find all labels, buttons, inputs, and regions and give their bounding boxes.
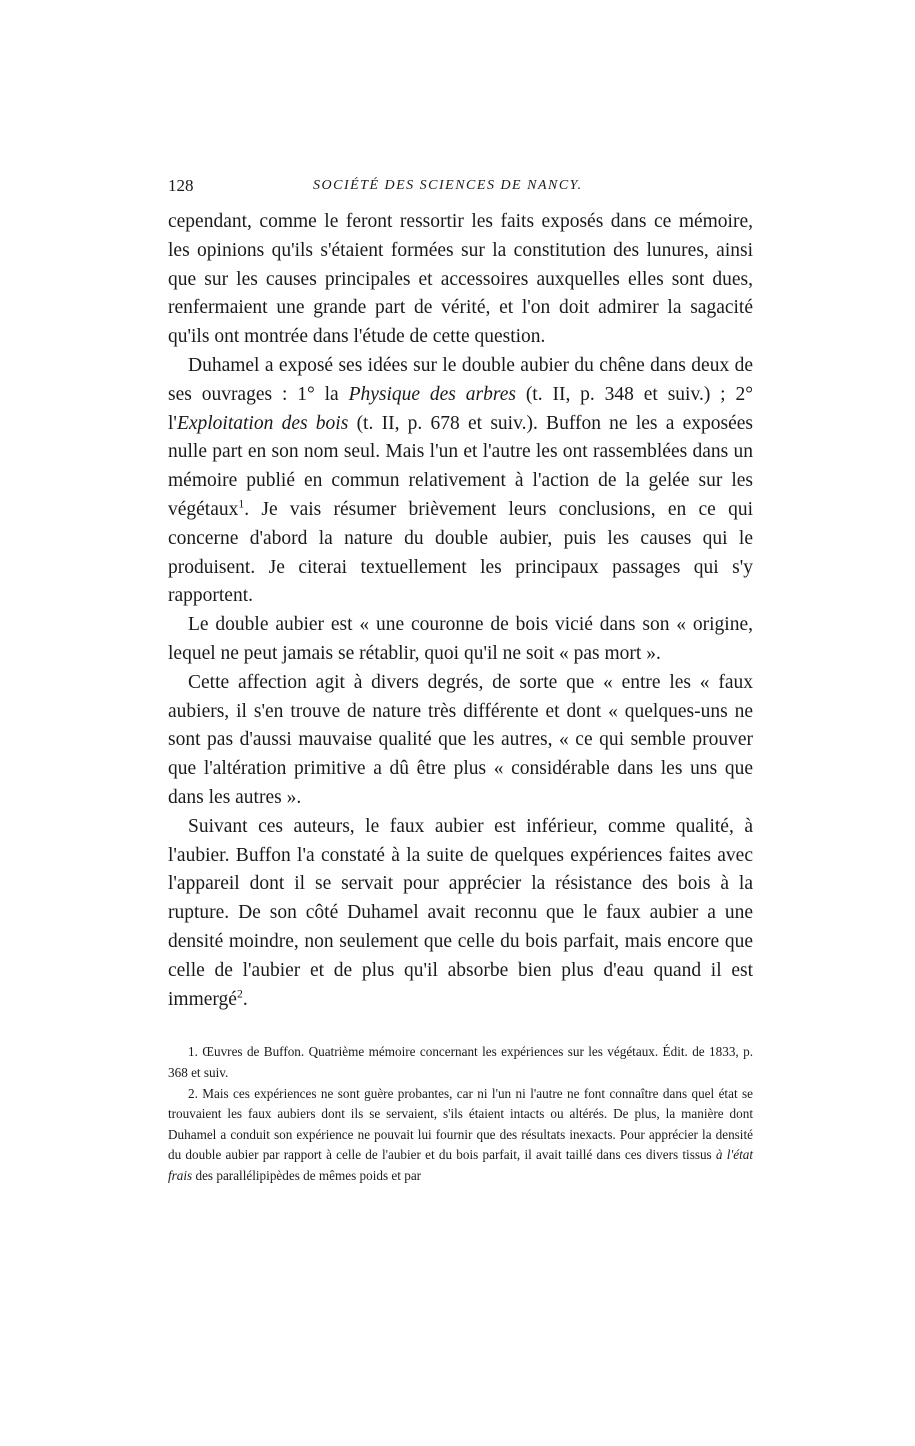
text-run: cependant, comme le feront ressortir les faits exposés dans ce mémoire, les opinions qu'ils s'étaient formées sur la constitution des lunures, ainsi que sur les causes principales et accessoires auxquelles elles sont dues, renfermaient une grande part de vérité, et l'on doit admirer la sagacité qu'ils ont montrée dans l'étude de cette question. bbox=[168, 211, 753, 348]
text-run: des parallélipipèdes de mêmes poids et par bbox=[192, 1167, 422, 1183]
italic-title: Physique des arbres bbox=[348, 383, 516, 405]
footnote-marker: 2 bbox=[236, 987, 243, 1001]
paragraph bbox=[168, 208, 753, 352]
text-run: 2. Mais ces expériences ne sont guère probantes, car ni l'un ni l'autre ne font connaître dans quel état se trouvaient les faux aubiers dont ils se servaient, s'ils étaient intacts ou altérés. De plus, la manière dont Duhamel a conduit son expérience ne pouvait lui fournir que des résultats inexacts. Pour apprécier la densité du double aubier par rapport à celle de l'aubier et du bois parfait, il avait taillé dans ces divers tissus bbox=[168, 1085, 753, 1163]
text-run: Le double aubier est « une couronne de bois vicié dans son « origine, lequel ne peut jamais se rétablir, quoi qu'il ne soit « pas mort ». bbox=[168, 614, 753, 664]
italic-title: à l'état frais bbox=[168, 1147, 754, 1183]
footnotes bbox=[168, 1042, 753, 1186]
running-title: SOCIÉTÉ DES SCIENCES DE NANCY. bbox=[313, 178, 583, 193]
paragraph bbox=[168, 813, 753, 1015]
paragraph bbox=[168, 352, 753, 611]
text-run: . Je vais résumer brièvement leurs conclusions, en ce qui concerne d'abord la nature du double aubier, puis les causes qui le produisent. Je citerai textuellement les principaux passages qui s'y rapportent. bbox=[168, 498, 753, 607]
page-number: 128 bbox=[168, 176, 194, 195]
footnote-marker: 1 bbox=[238, 497, 245, 511]
body-text bbox=[168, 208, 753, 1014]
text-run: 1. Œuvres de Buffon. Quatrième mémoire concernant les expériences sur les végétaux. Édit. de 1833, p. 368 et suiv. bbox=[168, 1044, 753, 1080]
paragraph bbox=[168, 669, 753, 813]
text-run: (t. II, p. 348 et suiv.) ; 2° l' bbox=[168, 383, 753, 434]
italic-title: Exploitation des bois bbox=[176, 412, 349, 434]
footnote bbox=[168, 1042, 753, 1083]
text-run: . bbox=[242, 988, 248, 1010]
footnote bbox=[168, 1084, 753, 1187]
text-run: Cette affection agit à divers degrés, de sorte que « entre les « faux aubiers, il s'en trouve de nature très différente et dont « quelques-uns ne sont pas d'aussi mauvaise qualité que les autres, « ce qui semble prouver que l'altération primitive a dû être plus « considérable dans les uns que dans les autres ». bbox=[168, 671, 753, 808]
paragraph bbox=[168, 611, 753, 669]
book-page bbox=[168, 176, 753, 1186]
running-head bbox=[168, 176, 753, 208]
text-run: Suivant ces auteurs, le faux aubier est inférieur, comme qualité, à l'aubier. Buffon l'a constaté à la suite de quelques expériences faites avec l'appareil dont il se servait pour apprécier la résistance des bois à la rupture. De son côté Duhamel avait reconnu que le faux aubier a une densité moindre, non seulement que celle du bois parfait, mais encore que celle de l'aubier et de plus qu'il absorbe bien plus d'eau quand il est immergé bbox=[168, 815, 753, 1010]
text-run: (t. II, p. 678 et suiv.). Buffon ne les a exposées nulle part en son nom seul. Mais l'un et l'autre les ont rassemblées dans un mémoire publié en commun relativement à l'action de la gelée sur les végétaux bbox=[168, 412, 754, 520]
text-run: Duhamel a exposé ses idées sur le double aubier du chêne dans deux de ses ouvrages : 1° la bbox=[168, 354, 753, 405]
